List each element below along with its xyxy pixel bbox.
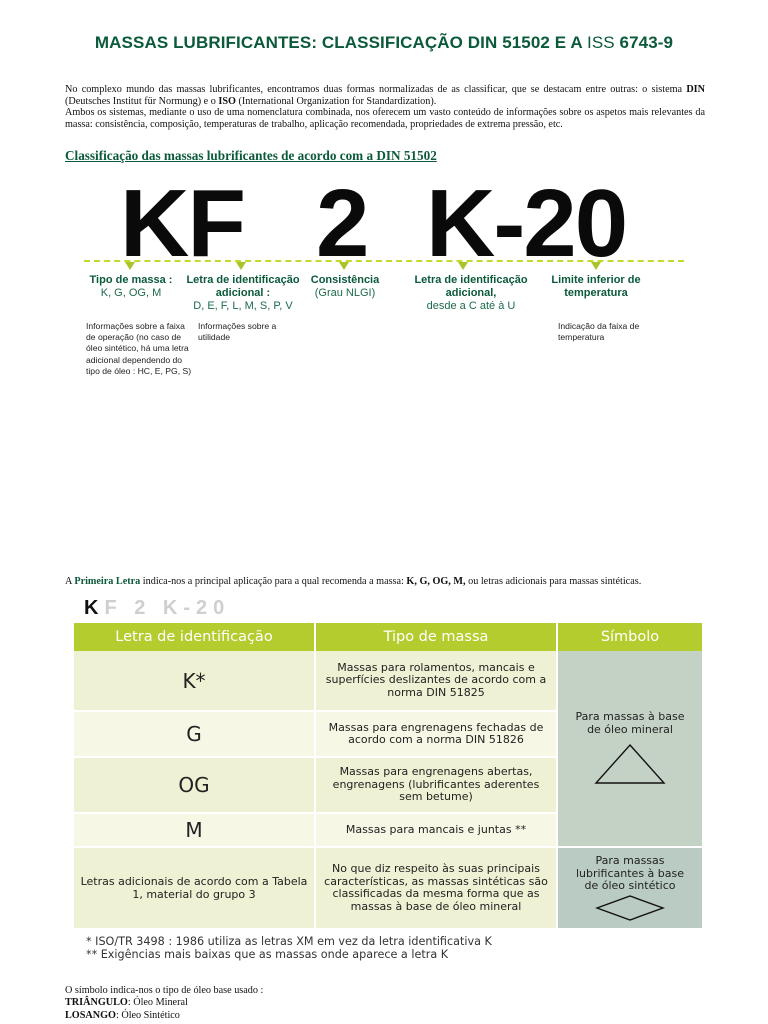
cell-type: Massas para mancais e juntas ** (315, 813, 557, 847)
footnote-1: * ISO/TR 3498 : 1986 utiliza as letras XM em vez da letra identificativa K (86, 935, 492, 948)
marker-letra-adicional (236, 262, 246, 270)
triangle-icon (594, 742, 666, 786)
note-utilidade: Informações sobre a utilidade (198, 321, 277, 343)
triangle-definition: TRIÂNGULO: Óleo Mineral (65, 997, 188, 1009)
cell-type: No que diz respeito às suas principais características, as massas sintéticas são classificadas da mesma forma que as massas à base de óleo mineral (315, 847, 557, 929)
cell-letter: G (74, 711, 315, 757)
iso-number: 6743-9 (619, 33, 674, 52)
label-letra-c-u: Letra de identificação adicional, desde a C até à U (414, 274, 528, 312)
note-tipo-massa: Informações sobre a faixa de operação (no caso de óleo sintético, há uma letra adicional dependendo do tipo de óleo : HC, E, PG, S) (86, 321, 192, 376)
code-part-2: 2 (316, 170, 368, 277)
footnote-2: ** Exigências mais baixas que as massas onde aparece a letra K (86, 947, 449, 961)
first-letter-paragraph: A Primeira Letra indica-nos a principal aplicação para a qual recomenda a massa: K, G, OG, M, ou letras adicionais para massas sintéticas. (65, 576, 642, 587)
header-tipo: Tipo de massa (315, 623, 557, 651)
intro-paragraph-1: No complexo mundo das massas lubrificantes, encontramos duas formas normalizadas de as classificar, que se destacam entre outras: o sistema DIN (Deutsches Institut für Normung) e o ISO (International Organization for Standardization). (65, 84, 705, 107)
header-simbolo: Símbolo (557, 623, 703, 651)
cell-type: Massas para engrenagens abertas, engrenagens (lubrificantes aderentes sem betume) (315, 757, 557, 813)
header-letra: Letra de identificação (74, 623, 315, 651)
intro-text (65, 84, 705, 130)
cell-letter: OG (74, 757, 315, 813)
section-heading: Classificação das massas lubrificantes de acordo com a DIN 51502 (65, 148, 437, 163)
table-footnotes (86, 936, 492, 961)
marker-tipo (125, 262, 135, 270)
cell-type: Massas para engrenagens fechadas de acordo com a norma DIN 51826 (315, 711, 557, 757)
marker-limite (591, 262, 601, 270)
cell-letter: M (74, 813, 315, 847)
cell-symbol-synthetic (557, 847, 703, 929)
cell-type: Massas para rolamentos, mancais e superfícies deslizantes de acordo com a norma DIN 51825 (315, 651, 557, 711)
code-small-header: KF 2 K-20 (84, 597, 231, 619)
symbol-explanation: O símbolo indica-nos o tipo de óleo base usado : TRIÂNGULO: Óleo Mineral LOSANGO: Óleo Sintético (65, 985, 264, 1021)
diamond-icon (595, 895, 665, 921)
symbol-synthetic-label: Para massas lubrificantes à base de óleo sintético (575, 854, 685, 893)
diamond-definition: LOSANGO: Óleo Sintético (65, 1009, 180, 1021)
grease-classification-table (74, 623, 704, 930)
table-row (74, 847, 703, 929)
label-letra-adicional: Letra de identificação adicional : D, E, F, L, M, S, P, V (186, 274, 300, 312)
page-title: MASSAS LUBRIFICANTES: CLASSIFICAÇÃO DIN 51502 E A ISS 6743-9 (94, 33, 674, 52)
iso-word: ISS (587, 33, 615, 52)
symbol-mineral-label: Para massas à base de óleo mineral (575, 710, 685, 736)
cell-letter: K* (74, 651, 315, 711)
note-temperatura: Indicação da faixa de temperatura (558, 321, 640, 343)
cell-symbol-mineral (557, 651, 703, 847)
intro-paragraph-2: Ambos os sistemas, mediante o uso de uma nomenclatura combinada, nos oferecem um vasto conteúdo de informações sobre os aspetos mais relevantes da massa: consistência, composição, temperaturas de trabalho, aplicação recomendada, propriedades de extrema pressão, etc. (65, 107, 705, 130)
code-part-kf: KF (120, 170, 244, 277)
marker-letra-c-u (458, 262, 468, 270)
cell-letter: Letras adicionais de acordo com a Tabela 1, material do grupo 3 (74, 847, 315, 929)
code-part-k20: K-20 (426, 170, 627, 277)
label-limite-temperatura: Limite inferior de temperatura (551, 274, 641, 299)
table-row (74, 651, 703, 711)
marker-consistencia (339, 262, 349, 270)
label-consistencia: Consistência (Grau NLGI) (310, 274, 380, 299)
label-tipo-massa: Tipo de massa : K, G, OG, M (89, 274, 173, 299)
